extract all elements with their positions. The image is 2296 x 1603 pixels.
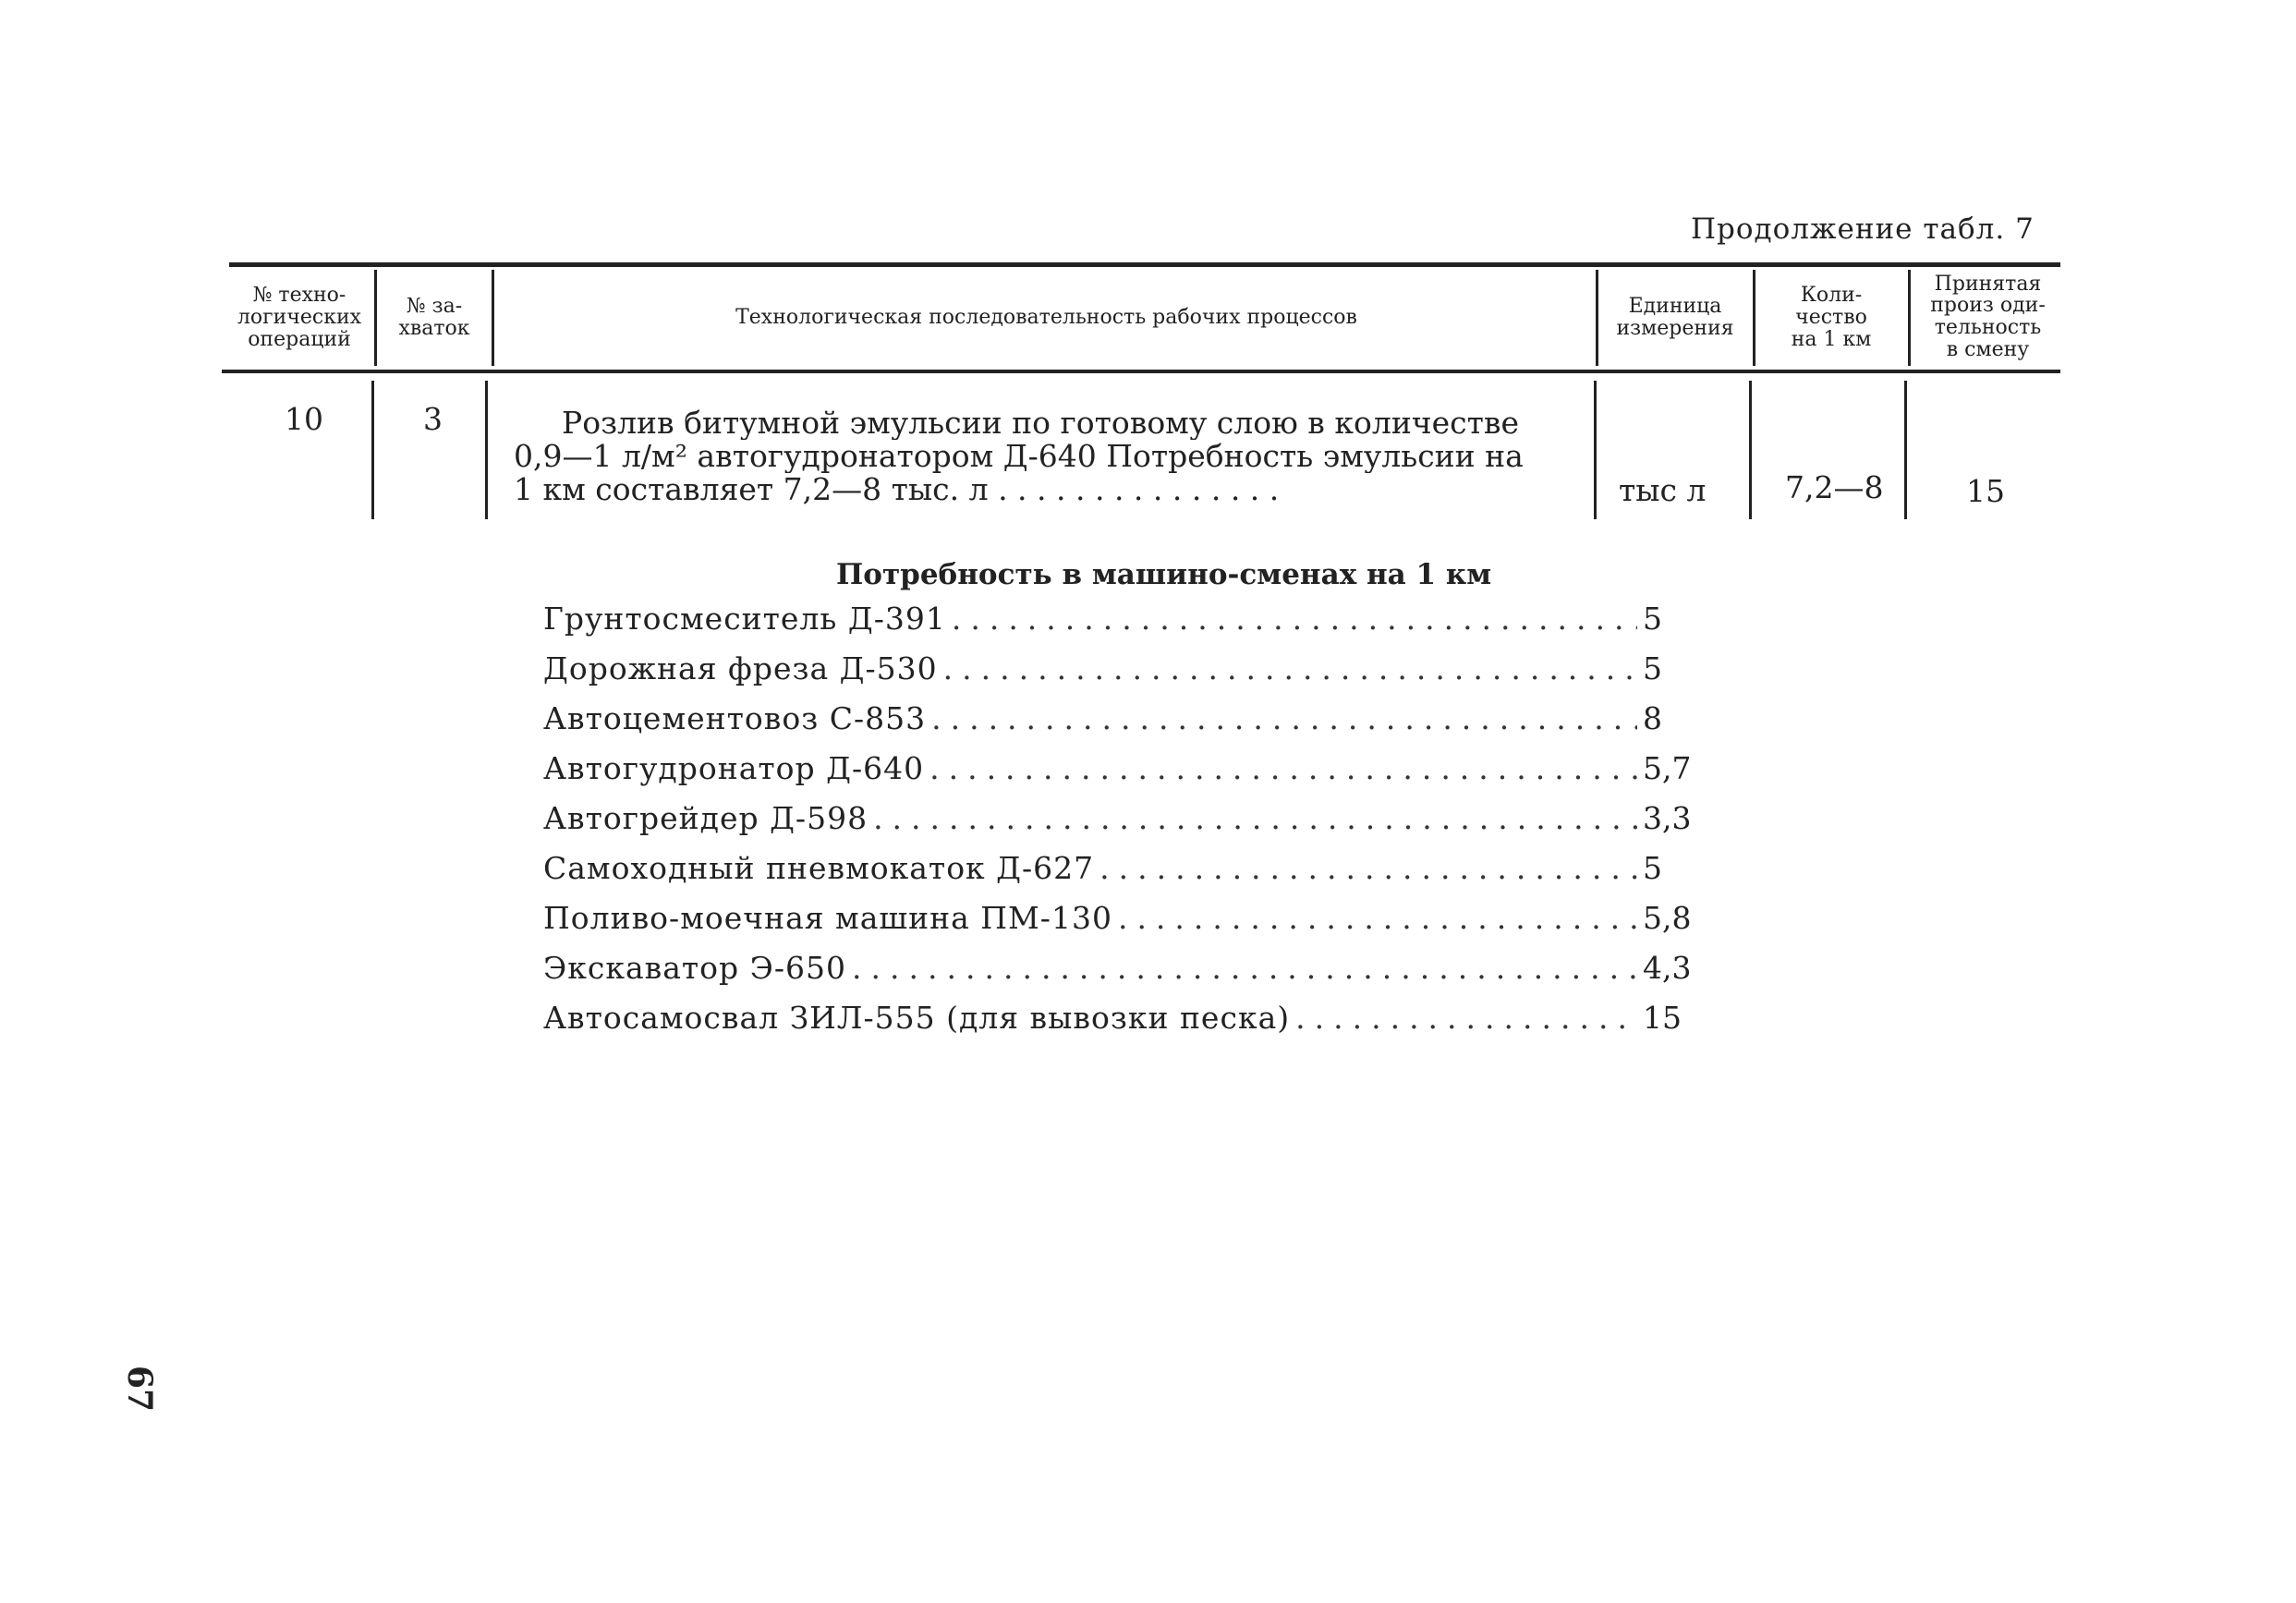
leader-dots bbox=[931, 700, 1637, 736]
row-unit: тыс л bbox=[1619, 472, 1707, 508]
list-item bbox=[543, 750, 1717, 800]
machine-name: Самоходный пневмокаток Д-627 bbox=[543, 850, 1095, 886]
header-divider bbox=[492, 270, 494, 366]
description-line: 1 км составляет 7,2—8 тыс. л . . . . . . . . . . . . . . . bbox=[514, 473, 1280, 506]
header-unit: Единица измерения bbox=[1616, 295, 1734, 340]
leader-dots bbox=[1118, 900, 1637, 936]
list-item bbox=[543, 1000, 1717, 1050]
leader-dots bbox=[929, 750, 1637, 786]
machine-value: 8 bbox=[1643, 700, 1662, 736]
machine-name: Грунтосмеситель Д-391 bbox=[543, 601, 946, 637]
leader-dots bbox=[852, 950, 1637, 986]
header-sequence: Технологическая последовательность рабочих процессов bbox=[735, 306, 1357, 330]
machine-value: 5 bbox=[1643, 650, 1662, 686]
leader-dots bbox=[943, 650, 1637, 686]
list-item bbox=[543, 700, 1717, 750]
machines-subtitle: Потребность в машино-сменах на 1 км bbox=[836, 558, 1492, 591]
list-item bbox=[543, 800, 1717, 850]
table-caption: Продолжение табл. 7 bbox=[1691, 213, 2035, 246]
leader-dots bbox=[1099, 850, 1637, 886]
list-item bbox=[543, 900, 1717, 950]
machine-value: 15 bbox=[1643, 1000, 1682, 1036]
list-item bbox=[543, 650, 1717, 700]
row-op-number: 10 bbox=[285, 401, 323, 437]
machine-name: Автоцементовоз С-853 bbox=[543, 700, 927, 736]
machine-name: Автогудронатор Д-640 bbox=[543, 750, 925, 786]
machine-list bbox=[543, 601, 1717, 1050]
header-productivity: Принятая произ оди- тельность в смену bbox=[1930, 272, 2046, 361]
machine-value: 5,8 bbox=[1643, 900, 1692, 936]
leader-dots bbox=[1295, 1000, 1637, 1036]
machine-value: 3,3 bbox=[1643, 800, 1692, 836]
header-divider bbox=[1753, 270, 1755, 366]
row-quantity: 7,2—8 bbox=[1785, 469, 1884, 505]
page-number: 67 bbox=[120, 1366, 159, 1413]
header-divider bbox=[1908, 270, 1911, 366]
machine-name: Экскаватор Э-650 bbox=[543, 950, 847, 986]
machine-name: Автогрейдер Д-598 bbox=[543, 800, 869, 836]
machine-name: Поливо-моечная машина ПМ-130 bbox=[543, 900, 1112, 936]
table-header-rule bbox=[222, 370, 2060, 373]
machine-value: 5 bbox=[1643, 850, 1662, 886]
header-divider bbox=[374, 270, 377, 366]
leader-dots bbox=[873, 800, 1637, 836]
body-divider bbox=[1904, 381, 1907, 519]
description-line: Розлив битумной эмульсии по готовому слою в количестве bbox=[562, 407, 1520, 440]
header-divider bbox=[1596, 270, 1598, 366]
body-divider bbox=[1594, 381, 1597, 519]
row-capture-number: 3 bbox=[423, 401, 443, 437]
row-productivity: 15 bbox=[1966, 473, 2005, 509]
list-item bbox=[543, 950, 1717, 1000]
machine-name: Автосамосвал ЗИЛ-555 (для вывозки песка) bbox=[543, 1000, 1291, 1036]
leader-dots bbox=[952, 601, 1637, 637]
machine-value: 5,7 bbox=[1643, 750, 1692, 786]
table-top-rule bbox=[229, 262, 2060, 267]
header-capture-number: № за- хваток bbox=[398, 295, 470, 340]
body-divider bbox=[1749, 381, 1752, 519]
description-line: 0,9—1 л/м² автогудронатором Д-640 Потребность эмульсии на bbox=[514, 440, 1524, 473]
header-quantity: Коли- чество на 1 км bbox=[1791, 284, 1872, 351]
header-op-number: № техно- логических операций bbox=[237, 284, 362, 351]
body-divider bbox=[485, 381, 488, 519]
machine-value: 4,3 bbox=[1643, 950, 1692, 986]
machine-value: 5 bbox=[1643, 601, 1662, 637]
machine-name: Дорожная фреза Д-530 bbox=[543, 650, 938, 686]
body-divider bbox=[371, 381, 374, 519]
list-item bbox=[543, 601, 1717, 650]
row-description bbox=[514, 407, 1584, 506]
list-item bbox=[543, 850, 1717, 900]
